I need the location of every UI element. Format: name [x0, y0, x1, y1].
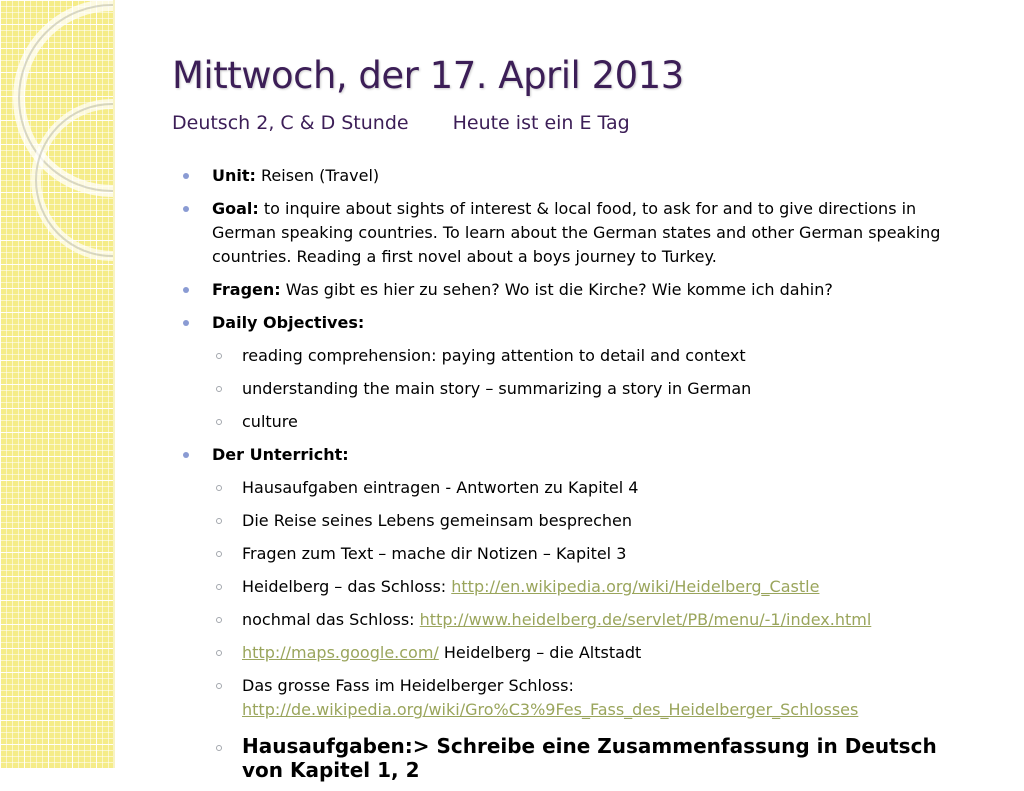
bullet-fragen — [212, 278, 952, 302]
slide-subtitle — [172, 112, 630, 134]
unterricht-item: Hausaufgaben eintragen - Antworten zu Kapitel 4 — [242, 476, 952, 500]
homework-item: Hausaufgaben:> Schreibe eine Zusammenfassung in Deutsch von Kapitel 1, 2 — [242, 734, 952, 782]
side-panel-edge — [113, 0, 115, 768]
altstadt-text: Heidelberg – die Altstadt — [438, 643, 642, 662]
bullet-daily-objectives — [212, 311, 952, 335]
fass-text: Das grosse Fass im Heidelberger Schloss: — [242, 676, 574, 695]
subtitle-day-info: Heute ist ein E Tag — [452, 112, 630, 134]
unterricht-item: Fragen zum Text – mache dir Notizen – Kapitel 3 — [242, 542, 952, 566]
bullet-der-unterricht — [212, 443, 952, 467]
fragen-label: Fragen: — [212, 280, 281, 299]
slide-content — [212, 164, 952, 791]
castle-wikipedia-link[interactable]: http://en.wikipedia.org/wiki/Heidelberg_Castle — [451, 577, 820, 596]
objectives-label: Daily Objectives: — [212, 313, 365, 332]
unterricht-label: Der Unterricht: — [212, 445, 349, 464]
unterricht-item: Die Reise seines Lebens gemeinsam besprechen — [242, 509, 952, 533]
fass-wikipedia-link[interactable]: http://de.wikipedia.org/wiki/Gro%C3%9Fes_Fass_des_Heidelberger_Schlosses — [242, 700, 859, 719]
castle-again-text: nochmal das Schloss: — [242, 610, 420, 629]
unterricht-item-altstadt — [242, 641, 952, 665]
decorative-rings — [0, 0, 113, 768]
decorative-side-panel — [0, 0, 113, 768]
slide-title: Mittwoch, der 17. April 2013 — [172, 54, 684, 97]
unterricht-item-castle — [242, 575, 952, 599]
objective-item: understanding the main story – summarizing a story in German — [242, 377, 952, 401]
castle-text: Heidelberg – das Schloss: — [242, 577, 452, 596]
goal-text: to inquire about sights of interest & local food, to ask for and to give directions in German speaking countries. To learn about the German states and other German speaking countries. Reading a first novel about a boys journey to Turkey. — [212, 199, 941, 266]
unterricht-item-castle-again — [242, 608, 952, 632]
unit-text: Reisen (Travel) — [261, 166, 380, 185]
fragen-text: Was gibt es hier zu sehen? Wo ist die Kirche? Wie komme ich dahin? — [285, 280, 833, 299]
unit-label: Unit: — [212, 166, 256, 185]
bullet-unit — [212, 164, 952, 188]
objective-item: reading comprehension: paying attention to detail and context — [242, 344, 952, 368]
goal-label: Goal: — [212, 199, 259, 218]
unterricht-item-fass — [242, 674, 952, 722]
subtitle-class-info: Deutsch 2, C & D Stunde — [172, 112, 409, 134]
bullet-goal — [212, 197, 952, 269]
objective-item: culture — [242, 410, 952, 434]
heidelberg-city-link[interactable]: http://www.heidelberg.de/servlet/PB/menu/-1/index.html — [419, 610, 872, 629]
google-maps-link[interactable]: http://maps.google.com/ — [242, 643, 439, 662]
